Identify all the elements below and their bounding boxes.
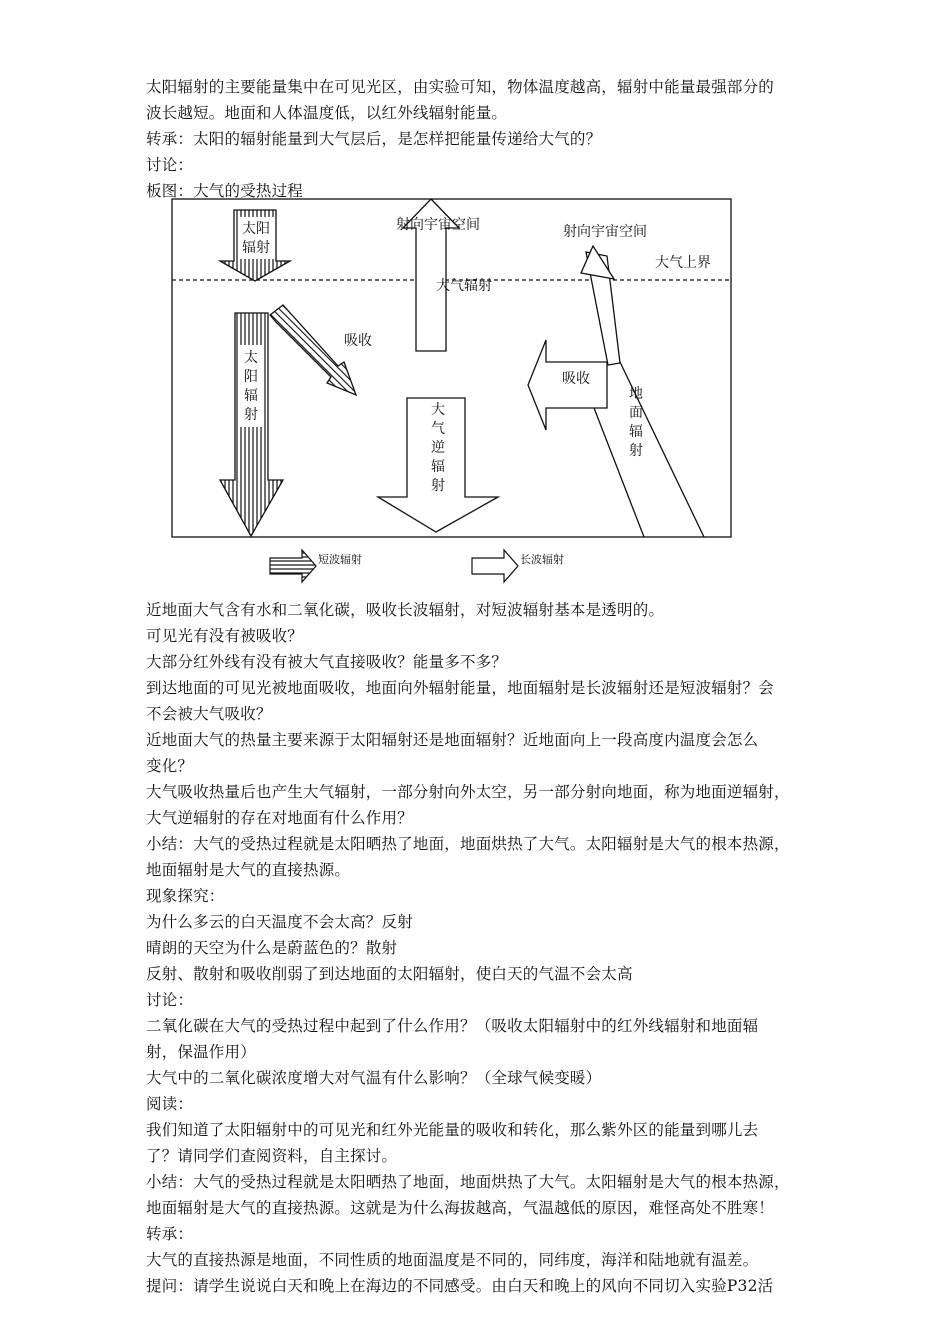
text-line: 阅读：: [146, 1095, 194, 1113]
legend-long-label: 长波辐射: [520, 553, 564, 566]
text-line: 近地面大气含有水和二氧化碳，吸收长波辐射，对短波辐射基本是透明的。: [146, 601, 665, 619]
ground-radiation-label-3: 辐: [629, 424, 643, 440]
text-line: 不会被大气吸收？: [146, 705, 272, 723]
text-line: 转承：: [146, 1225, 194, 1243]
counter-label-3: 逆: [431, 440, 445, 456]
text-line: 大气逆辐射的存在对地面有什么作用？: [146, 809, 413, 827]
ground-radiation-label-4: 射: [629, 443, 643, 459]
solar-main-label-1: 太: [244, 350, 258, 366]
body-text: [146, 597, 812, 1299]
space-left-label: 射向宇宙空间: [396, 217, 480, 233]
space-right-label: 射向宇宙空间: [563, 224, 647, 240]
text-line: 射，保温作用）: [146, 1043, 256, 1061]
legend-long-wave-icon: [472, 550, 518, 582]
text-line: 波长越短。地面和人体温度低，以红外线辐射能量。: [146, 104, 508, 122]
text-line: 我们知道了太阳辐射中的可见光和红外光能量的吸收和转化，那么紫外区的能量到哪儿去: [146, 1121, 759, 1139]
legend-short-wave-icon: [270, 550, 316, 582]
solar-main-label-2: 阳: [244, 369, 258, 385]
text-line: 了？请同学们查阅资料，自主探讨。: [146, 1147, 398, 1165]
text-line: 可见光有没有被吸收？: [146, 627, 304, 645]
text-line: 二氧化碳在大气的受热过程中起到了什么作用？（吸收太阳辐射中的红外线辐射和地面辐: [146, 1017, 759, 1035]
text-line: 太阳辐射的主要能量集中在可见光区，由实验可知，物体温度越高，辐射中能量最强部分的: [146, 78, 775, 96]
atmosphere-heating-diagram: [0, 0, 950, 600]
text-line: 地面辐射是大气的直接热源。: [146, 861, 351, 879]
text-line: 变化？: [146, 757, 194, 775]
text-line: 反射、散射和吸收削弱了到达地面的太阳辐射，使白天的气温不会太高: [146, 965, 633, 983]
text-line: 小结：大气的受热过程就是太阳晒热了地面，地面烘热了大气。太阳辐射是大气的根本热源，: [146, 835, 790, 853]
text-line: 讨论：: [146, 156, 194, 174]
text-line: 大气吸收热量后也产生大气辐射，一部分射向外太空，另一部分射向地面，称为地面逆辐射，: [146, 783, 790, 801]
text-line: 大气中的二氧化碳浓度增大对气温有什么影响？（全球气候变暖）: [146, 1069, 602, 1087]
text-line: 到达地面的可见光被地面吸收，地面向外辐射能量，地面辐射是长波辐射还是短波辐射？会: [146, 679, 775, 697]
upper-boundary-label: 大气上界: [655, 255, 711, 271]
text-line: 小结：大气的受热过程就是太阳晒热了地面，地面烘热了大气。太阳辐射是大气的根本热源，: [146, 1173, 790, 1191]
text-line: 地面辐射是大气的直接热源。这就是为什么海拔越高，气温越低的原因，难怪高处不胜寒！: [146, 1199, 775, 1217]
counter-label-4: 辐: [431, 459, 445, 475]
counter-label-5: 射: [431, 478, 445, 494]
text-line: 讨论：: [146, 991, 194, 1009]
solar-top-label-2: 辐射: [242, 240, 270, 256]
solar-main-label-4: 射: [244, 407, 258, 423]
ground-radiation-arrow-head: [581, 246, 614, 279]
text-line: 为什么多云的白天温度不会太高？反射: [146, 913, 413, 931]
ground-radiation-label-2: 面: [629, 405, 643, 421]
atmosphere-radiation-label: 大气辐射: [436, 278, 492, 294]
counter-label-1: 大: [431, 402, 445, 418]
counter-label-2: 气: [431, 421, 445, 437]
text-line: 转承：太阳的辐射能量到大气层后，是怎样把能量传递给大气的？: [146, 130, 602, 148]
text-line: 近地面大气的热量主要来源于太阳辐射还是地面辐射？近地面向上一段高度内温度会怎么: [146, 731, 759, 749]
absorbed-solar-arrow: [270, 305, 356, 395]
text-line: 大部分红外线有没有被大气直接吸收？能量多不多？: [146, 653, 508, 671]
text-line: 大气的直接热源是地面，不同性质的地面温度是不同的，同纬度，海洋和陆地就有温差。: [146, 1251, 759, 1269]
text-line: 提问：请学生说说白天和晚上在海边的不同感受。由白天和晚上的风向不同切入实验P32活: [146, 1277, 774, 1295]
legend-short-label: 短波辐射: [318, 553, 362, 566]
text-line: 现象探究：: [146, 887, 225, 905]
solar-main-label-3: 辐: [244, 388, 258, 404]
text-line: 板图：大气的受热过程: [146, 182, 304, 200]
ground-radiation-label-1: 地: [629, 386, 643, 402]
absorb-right-label: 吸收: [562, 371, 590, 387]
solar-top-label-1: 太阳: [242, 221, 270, 237]
text-line: 晴朗的天空为什么是蔚蓝色的？散射: [146, 939, 398, 957]
absorb-left-label: 吸收: [344, 333, 372, 349]
